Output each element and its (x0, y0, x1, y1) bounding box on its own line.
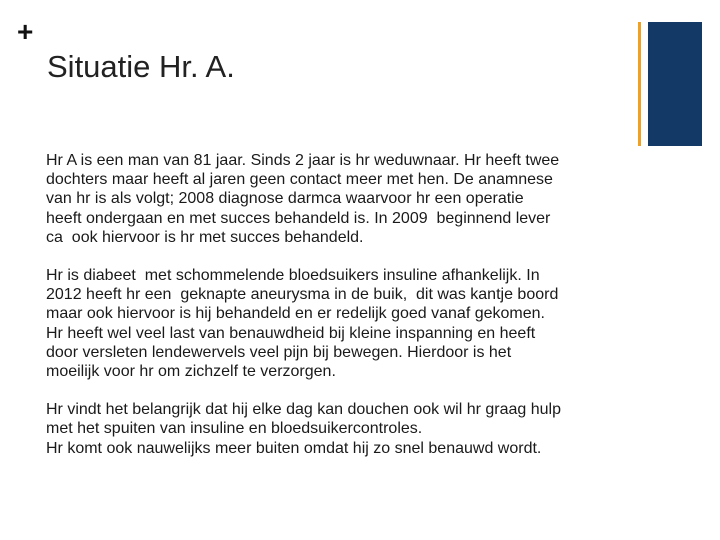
text-line: Hr komt ook nauwelijks meer buiten omdat hij zo snel benauwd wordt. (46, 439, 542, 457)
accent-bar-orange (638, 22, 641, 146)
text-line: Hr is diabeet met schommelende bloedsuikers insuline afhankelijk. In (46, 267, 540, 285)
paragraph-wishes (46, 400, 666, 458)
text-line: moeilijk voor hr om zichzelf te verzorgen. (46, 363, 336, 381)
paragraph-medical (46, 266, 666, 381)
text-line: Hr heeft wel veel last van benauwdheid bij kleine inspanning en heeft (46, 324, 536, 342)
text-line: heeft ondergaan en met succes behandeld is. In 2009 beginnend lever (46, 209, 551, 227)
text-line: Hr A is een man van 81 jaar. Sinds 2 jaar is hr weduwnaar. Hr heeft twee (46, 152, 560, 169)
text-line: Hr vindt het belangrijk dat hij elke dag kan douchen ook wil hr graag hulp (46, 401, 561, 419)
text-line: van hr is als volgt; 2008 diagnose darmca waarvoor hr een operatie (46, 190, 524, 208)
plus-icon: + (17, 16, 34, 47)
text-line: dochters maar heeft al jaren geen contact meer met hen. De anamnese (46, 171, 553, 189)
paragraph-background (46, 151, 666, 247)
text-line: met het spuiten van insuline en bloedsuikercontroles. (46, 420, 423, 438)
text-line: door versleten lendewervels veel pijn bij bewegen. Hierdoor is het (46, 343, 512, 361)
slide-body (46, 151, 666, 477)
text-line: maar ook hiervoor is hij behandeld en er redelijk goed vanaf gekomen. (46, 305, 545, 323)
accent-bar-navy (648, 22, 702, 146)
text-line: 2012 heeft hr een geknapte aneurysma in de buik, dit was kantje boord (46, 286, 559, 304)
text-line: ca ook hiervoor is hr met succes behandeld. (46, 228, 364, 246)
slide-title: Situatie Hr. A. (47, 49, 235, 84)
